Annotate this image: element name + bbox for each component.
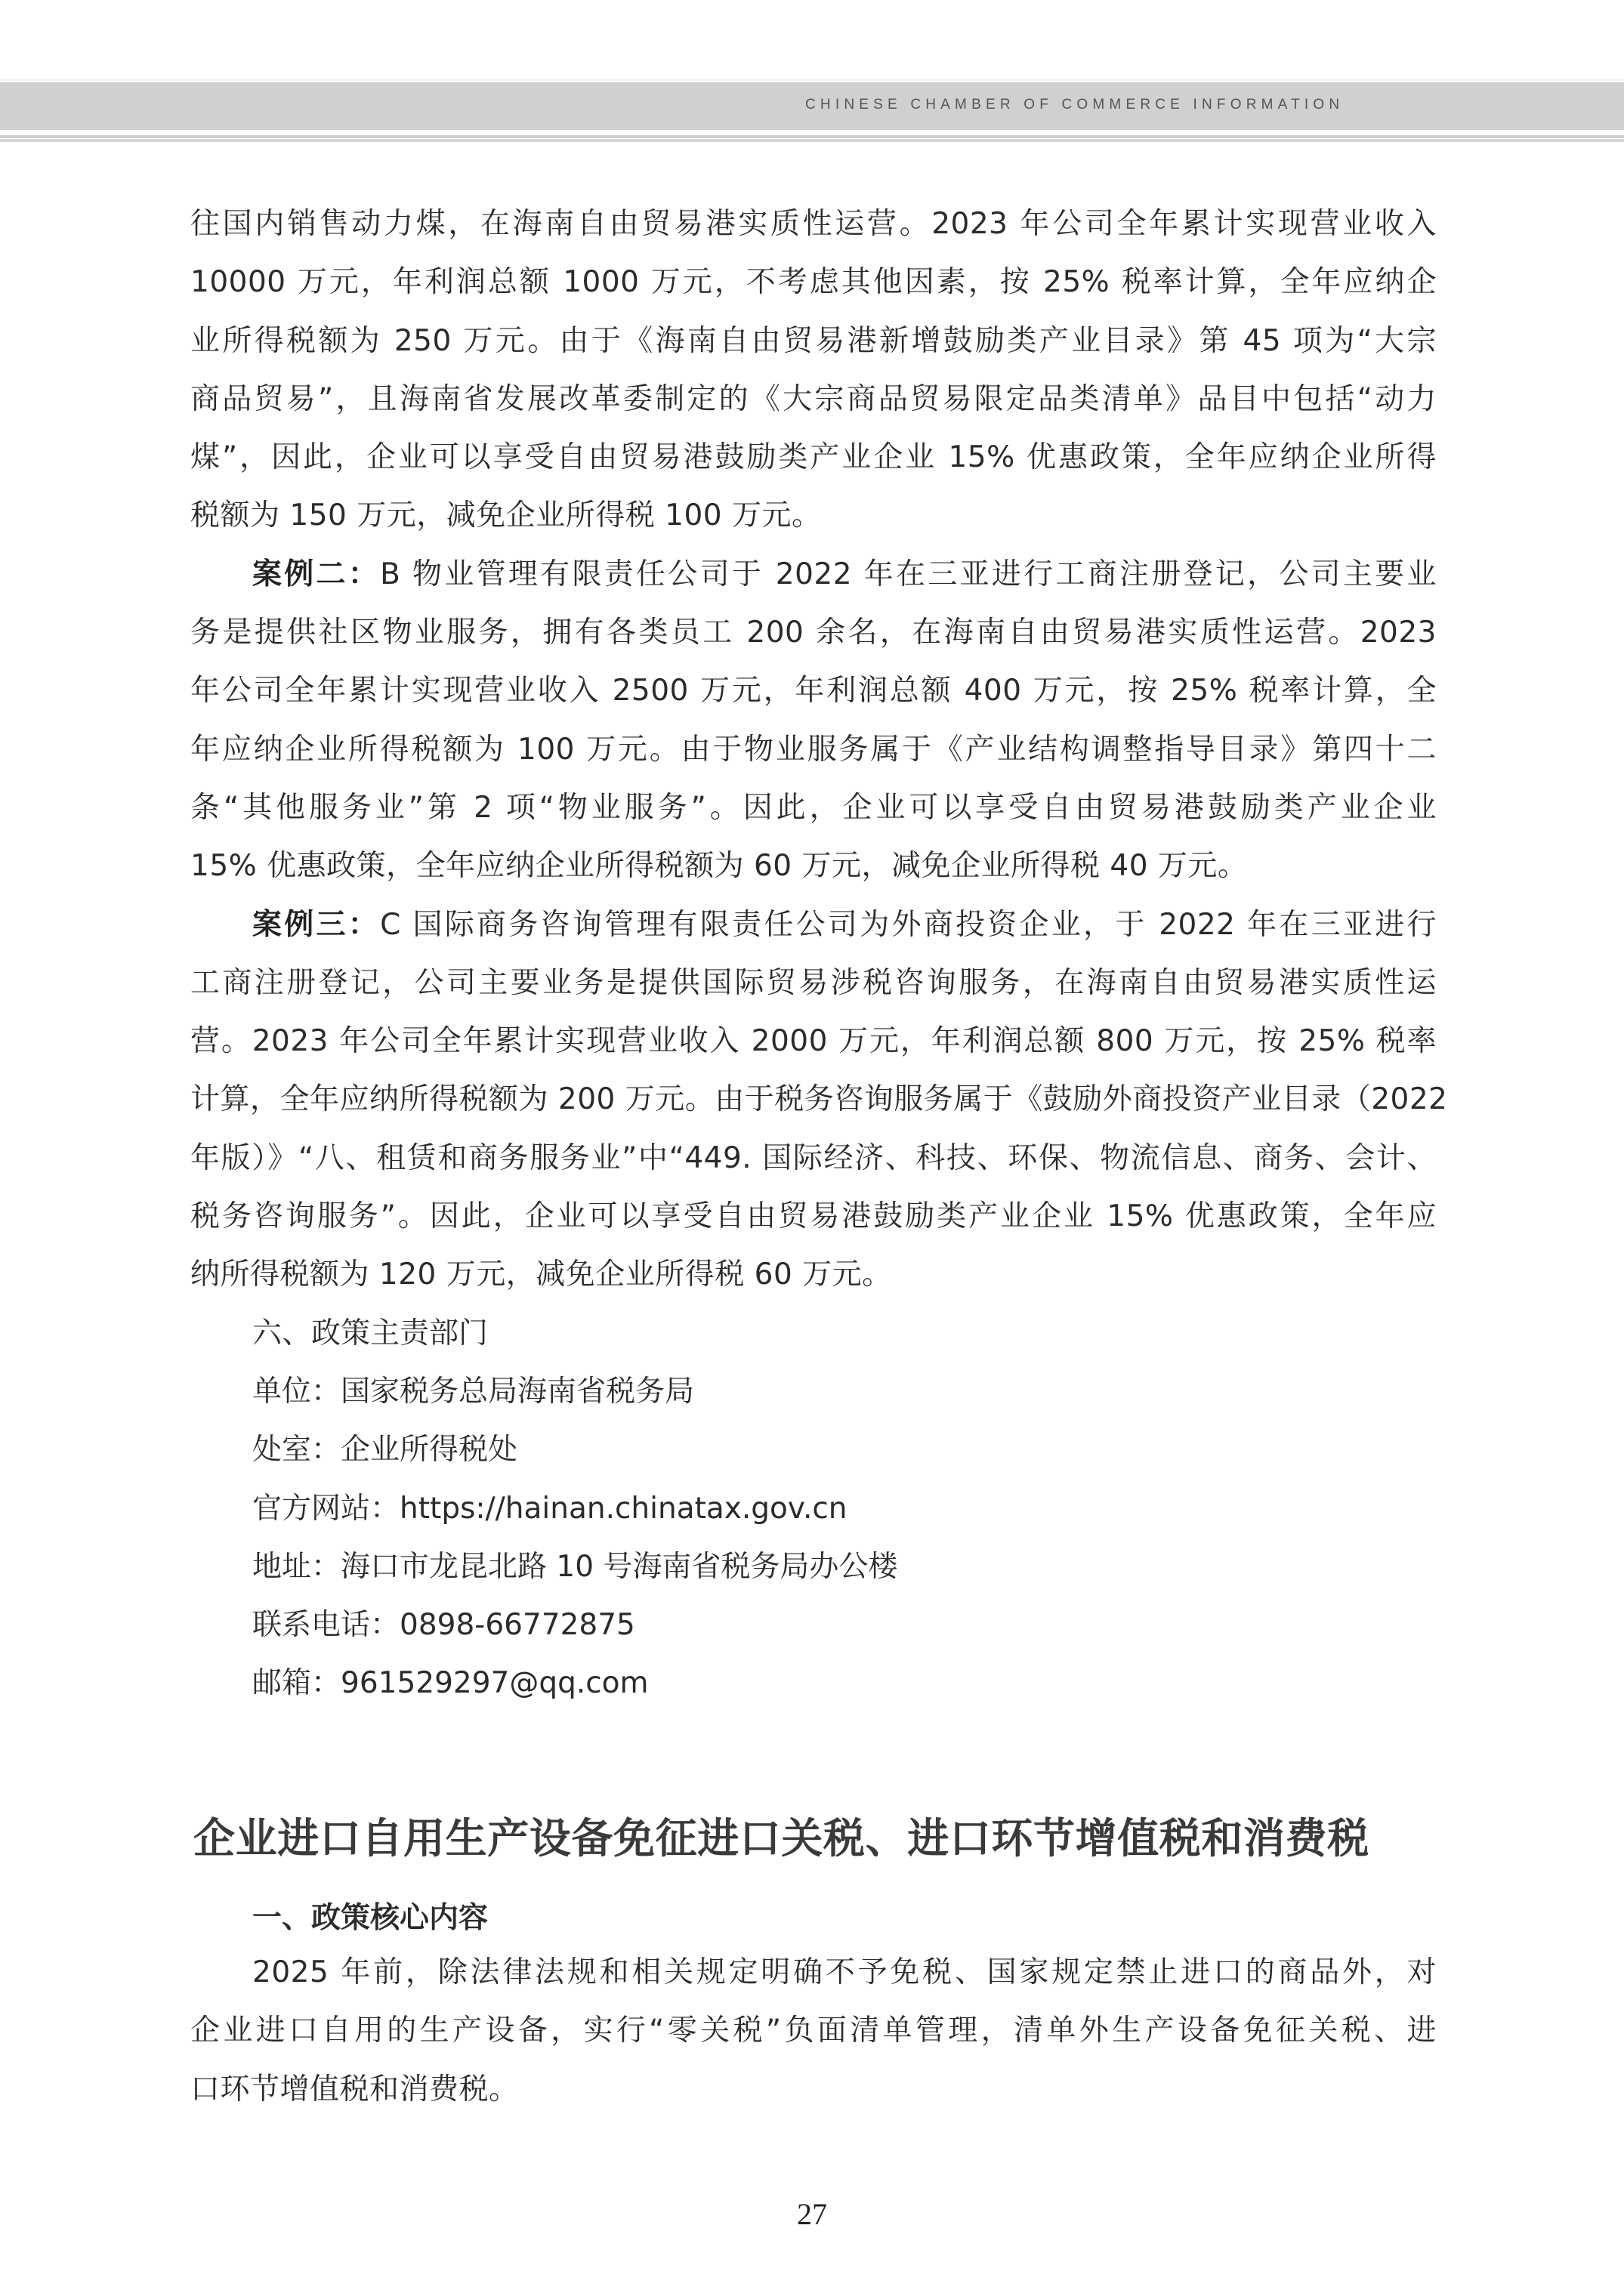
contact-label: 官方网站： <box>252 1491 400 1526</box>
text-line: 税务咨询服务”。因此，企业可以享受自由贸易港鼓励类产业企业 15% 优惠政策，全年应 <box>190 1199 1437 1234</box>
header-rule-secondary <box>0 139 1624 142</box>
text-line: 口环节增值税和消费税。 <box>190 2072 519 2106</box>
text-line <box>190 545 1437 603</box>
text-line: 商品贸易”，且海南省发展改革委制定的《大宗商品贸易限定品类清单》品目中包括“动力 <box>190 381 1437 416</box>
case3-paragraph <box>190 896 1448 1304</box>
text-line: 纳所得税额为 120 万元，减免企业所得税 60 万元。 <box>190 1258 892 1292</box>
case2-paragraph <box>190 545 1437 896</box>
section6-heading: 六、政策主责部门 <box>252 1316 489 1350</box>
case3-first-line: C 国际商务咨询管理有限责任公司为外商投资企业，于 2022 年在三亚进行 <box>380 907 1437 942</box>
text-line: 营。2023 年公司全年累计实现营业收入 2000 万元，年利润总额 800 万元，按 25% 税率 <box>190 1024 1437 1059</box>
text-line: 年版）》“八、租赁和商务服务业”中“449. 国际经济、科技、环保、物流信息、商务、会计、 <box>190 1140 1437 1175</box>
contact-label: 联系电话： <box>252 1608 400 1643</box>
text-line: 年应纳企业所得税额为 100 万元。由于物业服务属于《产业结构调整指导目录》第四十二 <box>190 732 1437 767</box>
contact-label: 处室： <box>252 1433 341 1467</box>
contact-unit <box>190 1363 1437 1421</box>
text-line: 10000 万元，年利润总额 1000 万元，不考虑其他因素，按 25% 税率计算，全年应纳企 <box>190 265 1437 300</box>
text-line: 15% 优惠政策，全年应纳企业所得税额为 60 万元，减免企业所得税 40 万元。 <box>190 849 1248 884</box>
header-top-line <box>0 79 1624 81</box>
text-line <box>190 896 1437 954</box>
article2-content <box>190 1943 1437 2119</box>
page-number: 27 <box>797 2197 827 2231</box>
text-line: 税额为 150 万元，减免企业所得税 100 万元。 <box>190 498 822 533</box>
contact-address <box>190 1538 1437 1596</box>
case1-paragraph <box>190 195 1437 545</box>
text-line: 计算，全年应纳所得税额为 200 万元。由于税务咨询服务属于《鼓励外商投资产业目录（2022 <box>190 1082 1448 1117</box>
contact-label: 邮箱： <box>252 1666 341 1701</box>
contact-value: 国家税务总局海南省税务局 <box>341 1374 695 1409</box>
website-link[interactable]: https://hainan.chinatax.gov.cn <box>400 1491 848 1526</box>
article2-paragraph <box>190 1943 1437 2119</box>
text-line: 年公司全年累计实现营业收入 2500 万元，年利润总额 400 万元，按 25% 税率计算，全 <box>190 674 1437 708</box>
contact-label: 单位： <box>252 1374 341 1409</box>
section1-heading: 一、政策核心内容 <box>252 1901 489 1935</box>
text-line: 往国内销售动力煤，在海南自由贸易港实质性运营。2023 年公司全年累计实现营业收入 <box>190 207 1437 241</box>
article-title: 企业进口自用生产设备免征进口关税、进口环节增值税和消费税 <box>193 1814 1369 1862</box>
text-line: 企业进口自用的生产设备，实行“零关税”负面清单管理，清单外生产设备免征关税、进 <box>190 2014 1437 2048</box>
contact-website <box>190 1480 1437 1538</box>
contact-office <box>190 1421 1437 1479</box>
text-line: 2025 年前，除法律法规和相关规定明确不予免税、国家规定禁止进口的商品外，对 <box>252 1955 1437 1989</box>
phone-number: 0898-66772875 <box>400 1608 635 1643</box>
case2-first-line: B 物业管理有限责任公司于 2022 年在三亚进行工商注册登记，公司主要业 <box>380 557 1437 591</box>
contact-phone <box>190 1596 1437 1654</box>
text-line: 工商注册登记，公司主要业务是提供国际贸易涉税咨询服务，在海南自由贸易港实质性运 <box>190 965 1437 1000</box>
contact-email <box>190 1654 1437 1712</box>
text-line: 煤”，因此，企业可以享受自由贸易港鼓励类产业企业 15% 优惠政策，全年应纳企业所得 <box>190 440 1437 475</box>
text-line: 业所得税额为 250 万元。由于《海南自由贸易港新增鼓励类产业目录》第 45 项为“大宗 <box>190 323 1437 358</box>
publication-name: CHINESE CHAMBER OF COMMERCE INFORMATION <box>805 97 1345 113</box>
case3-label: 案例三： <box>252 907 381 942</box>
header-rule <box>0 135 1624 138</box>
contact-value: 企业所得税处 <box>341 1433 518 1467</box>
text-line: 条“其他服务业”第 2 项“物业服务”。因此，企业可以享受自由贸易港鼓励类产业企业 <box>190 790 1437 825</box>
text-line: 务是提供社区物业服务，拥有各类员工 200 余名，在海南自由贸易港实质性运营。2023 <box>190 616 1437 650</box>
email-link[interactable]: 961529297@qq.com <box>341 1666 649 1701</box>
contact-label: 地址： <box>252 1549 341 1584</box>
case2-label: 案例二： <box>252 557 381 591</box>
body-content <box>190 195 1448 1713</box>
contact-value: 海口市龙昆北路 10 号海南省税务局办公楼 <box>341 1549 898 1584</box>
